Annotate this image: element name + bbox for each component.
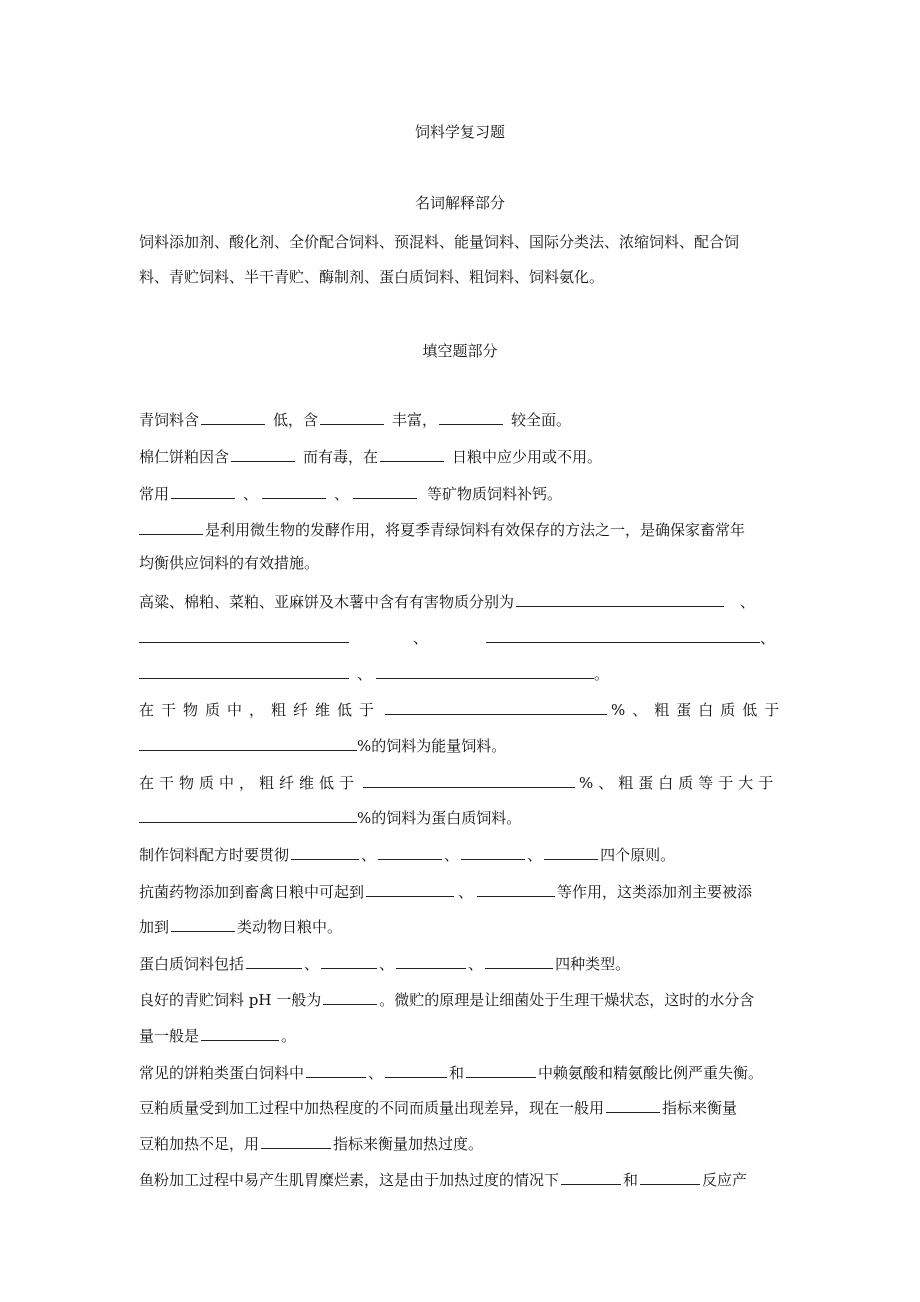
q5-text-b: 、 — [740, 593, 756, 611]
blank[interactable] — [261, 1134, 331, 1149]
q4-text-a: 是利用微生物的发酵作用，将夏季青绿饲料有效保存的方法之一，是确保家畜常年 — [205, 521, 746, 539]
blank[interactable] — [385, 700, 607, 715]
q2-text-b: 而有毒，在 — [303, 448, 379, 466]
question-1 — [139, 410, 795, 430]
q1-text-d: 较全面。 — [511, 411, 572, 429]
blank[interactable] — [516, 592, 724, 607]
section-title-terms: 名词解释部分 — [414, 194, 505, 212]
blank[interactable] — [544, 845, 598, 860]
q9-text-e: 类动物日粮中。 — [237, 918, 343, 936]
q1-text-a: 青饲料含 — [139, 411, 200, 429]
blank[interactable] — [380, 447, 444, 462]
blank[interactable] — [485, 954, 553, 969]
q7-text-c: %的饲料为蛋白质饲料。 — [357, 809, 522, 827]
blank[interactable] — [201, 1026, 279, 1041]
q5-text-f: 。 — [594, 665, 610, 683]
blank[interactable] — [561, 1170, 621, 1185]
blank[interactable] — [396, 954, 466, 969]
question-11-cont — [139, 1026, 795, 1046]
blank[interactable] — [139, 664, 349, 679]
q3-text-b: 、 — [243, 485, 259, 503]
question-11 — [139, 990, 795, 1010]
q11-text-b: 。微贮的原理是让细菌处于生理干燥状态，这时的水分含 — [379, 991, 755, 1009]
q7-text-a: 在干物质中，粗纤维低于 — [139, 774, 360, 792]
blank[interactable] — [323, 990, 377, 1005]
question-9-cont — [139, 917, 795, 937]
blank[interactable] — [139, 808, 357, 823]
q1-text-b: 低，含 — [273, 411, 319, 429]
q12-text-a: 常见的饼粕类蛋白饲料中 — [139, 1064, 305, 1082]
blank[interactable] — [640, 1170, 700, 1185]
question-10 — [139, 954, 795, 974]
blank[interactable] — [363, 773, 575, 788]
q14-text-c: 反应产 — [702, 1171, 748, 1189]
question-2 — [139, 447, 795, 467]
q5-text-c: 、 — [413, 629, 429, 647]
q2-text-a: 棉仁饼粕因含 — [139, 448, 230, 466]
blank[interactable] — [466, 1063, 536, 1078]
q10-text-b: 、 — [304, 955, 320, 973]
question-14 — [139, 1170, 795, 1190]
q13-text-a: 豆粕质量受到加工过程中加热程度的不同而质量出现差异，现在一般用 — [139, 1099, 605, 1117]
q10-text-d: 、 — [468, 955, 484, 973]
blank[interactable] — [376, 664, 594, 679]
q11-text-d: 。 — [281, 1027, 297, 1045]
blank[interactable] — [606, 1098, 660, 1113]
q6-text-b: %、粗蛋白质低于 — [611, 701, 787, 719]
blank[interactable] — [231, 447, 295, 462]
blank[interactable] — [385, 1063, 447, 1078]
blank[interactable] — [477, 882, 555, 897]
blank[interactable] — [246, 954, 302, 969]
q12-text-d: 中赖氨酸和精氨酸比例严重失衡。 — [538, 1064, 764, 1082]
blank[interactable] — [461, 845, 525, 860]
blank[interactable] — [378, 845, 442, 860]
blank[interactable] — [139, 520, 203, 535]
q3-text-a: 常用 — [139, 485, 170, 503]
q5-text-e: 、 — [357, 665, 373, 683]
q1-text-c: 丰富， — [392, 411, 438, 429]
q8-text-b: 、 — [361, 846, 377, 864]
blank[interactable] — [353, 484, 417, 499]
blank[interactable] — [171, 484, 235, 499]
terms-line-2: 料、青贮饲料、半干青贮、酶制剂、蛋白质饲料、粗饲料、饲料氨化。 — [139, 268, 605, 286]
document-title: 饲料学复习题 — [414, 123, 505, 141]
question-4-cont: 均衡供应饲料的有效措施。 — [139, 554, 320, 572]
q10-text-c: 、 — [379, 955, 395, 973]
q12-text-b: 、 — [368, 1064, 384, 1082]
q13-text-d: 指标来衡量加热过度。 — [333, 1135, 484, 1153]
blank[interactable] — [486, 628, 760, 643]
blank[interactable] — [366, 882, 454, 897]
question-6 — [139, 700, 795, 720]
question-8 — [139, 845, 795, 865]
q10-text-e: 四种类型。 — [555, 955, 631, 973]
q13-text-c: 豆粕加热不足，用 — [139, 1135, 260, 1153]
blank[interactable] — [321, 954, 377, 969]
q12-text-c: 和 — [449, 1064, 465, 1082]
question-9 — [139, 882, 795, 902]
question-13-cont — [139, 1134, 795, 1154]
blank[interactable] — [320, 410, 384, 425]
q9-text-b: 、 — [458, 883, 474, 901]
question-7 — [139, 773, 795, 793]
q6-text-a: 在干物质中，粗纤维低于 — [139, 701, 382, 719]
question-6-cont — [139, 736, 795, 756]
q8-text-a: 制作饲料配方时要贯彻 — [139, 846, 290, 864]
q3-text-d: 等矿物质饲料补钙。 — [427, 485, 563, 503]
blank[interactable] — [306, 1063, 366, 1078]
question-12 — [139, 1063, 795, 1083]
blank[interactable] — [439, 410, 503, 425]
q14-text-b: 和 — [623, 1171, 639, 1189]
q11-text-c: 量一般是 — [139, 1027, 200, 1045]
terms-line-1: 饲料添加剂、酸化剂、全价配合饲料、预混料、能量饲料、国际分类法、浓缩饲料、配合饲 — [139, 233, 740, 251]
q5-text-d: 、 — [760, 629, 776, 647]
question-3 — [139, 484, 795, 504]
q8-text-c: 、 — [444, 846, 460, 864]
blank[interactable] — [262, 484, 326, 499]
q13-text-b: 指标来衡量 — [662, 1099, 738, 1117]
q14-text-a: 鱼粉加工过程中易产生肌胃糜烂素，这是由于加热过度的情况下 — [139, 1171, 560, 1189]
q3-text-c: 、 — [334, 485, 350, 503]
question-4 — [139, 520, 795, 540]
q9-text-d: 加到 — [139, 918, 170, 936]
question-5-cont-2 — [139, 664, 795, 684]
q2-text-c: 日粮中应少用或不用。 — [452, 448, 603, 466]
q10-text-a: 蛋白质饲料包括 — [139, 955, 245, 973]
blank[interactable] — [139, 628, 349, 643]
q7-text-b: %、粗蛋白质等于大于 — [579, 774, 779, 792]
question-5-cont-1 — [139, 628, 795, 648]
q5-text-a: 高粱、棉粕、菜粕、亚麻饼及木薯中含有有害物质分别为 — [139, 593, 515, 611]
blank[interactable] — [171, 917, 235, 932]
q8-text-d: 、 — [527, 846, 543, 864]
q11-text-a: 良好的青贮饲料 pH 一般为 — [139, 991, 322, 1009]
q8-text-e: 四个原则。 — [600, 846, 676, 864]
q6-text-c: %的饲料为能量饲料。 — [357, 737, 507, 755]
question-7-cont — [139, 808, 795, 828]
blank[interactable] — [139, 736, 357, 751]
q9-text-c: 等作用，这类添加剂主要被添 — [557, 883, 753, 901]
blank[interactable] — [201, 410, 265, 425]
q9-text-a: 抗菌药物添加到畜禽日粮中可起到 — [139, 883, 365, 901]
blank[interactable] — [291, 845, 359, 860]
question-13 — [139, 1098, 795, 1118]
section-title-fill-blank: 填空题部分 — [422, 342, 498, 360]
question-5 — [139, 592, 795, 612]
